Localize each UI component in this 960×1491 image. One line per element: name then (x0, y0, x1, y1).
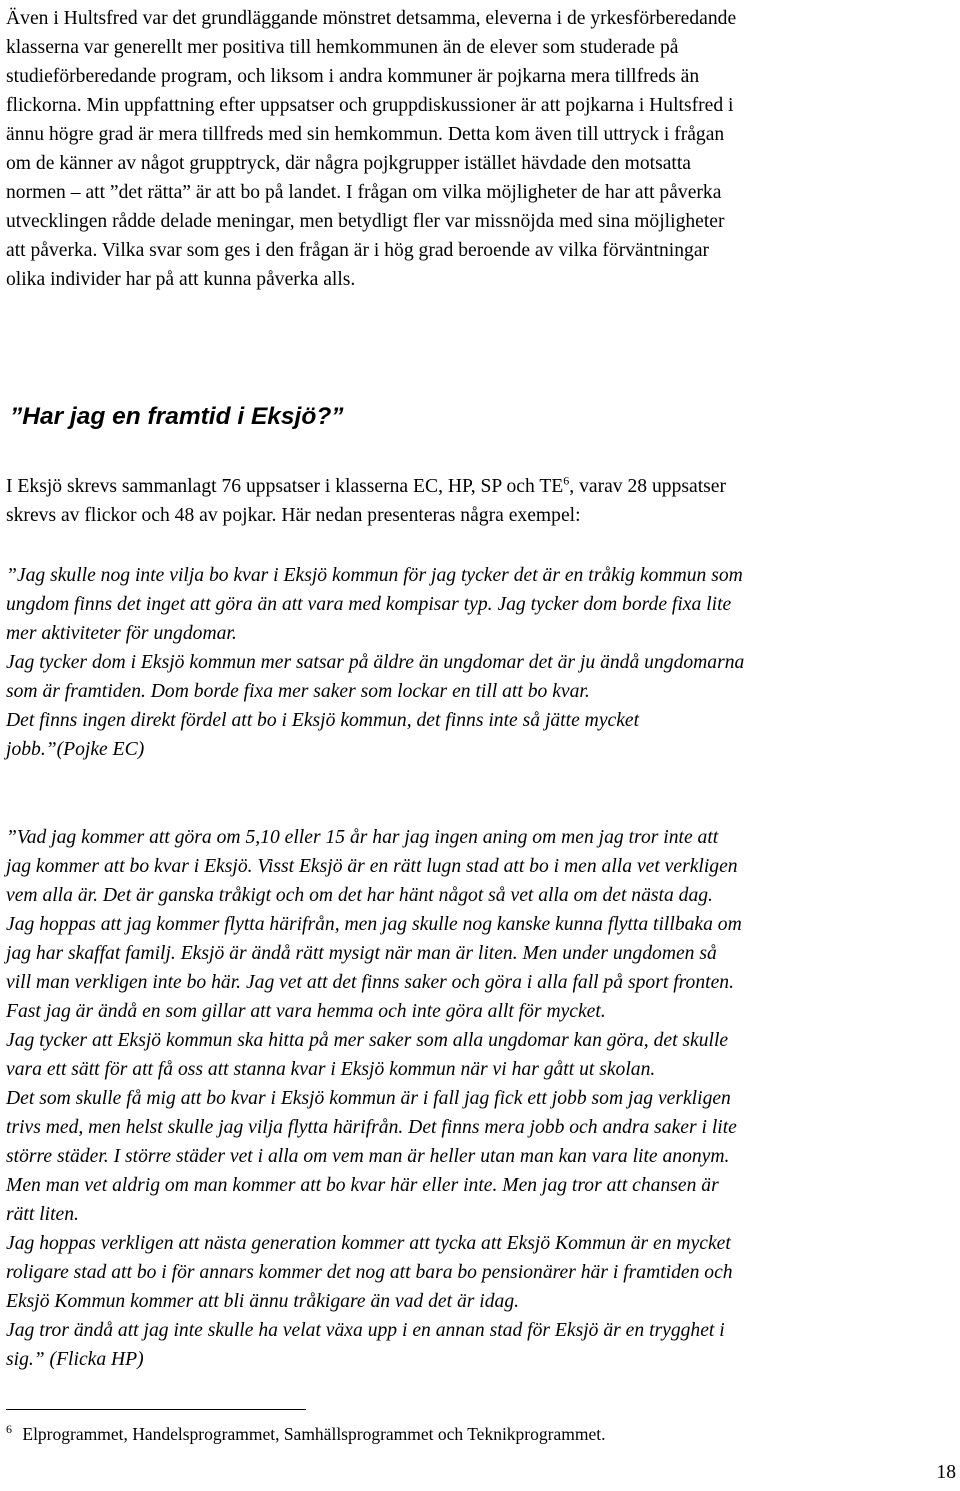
paragraph-line: normen – att ”det rätta” är att bo på landet. I frågan om vilka möjligheter de har att påverka (6, 182, 722, 203)
quote-line: Jag tror ändå att jag inte skulle ha velat växa upp i en annan stad för Eksjö är en trygghet i (6, 1320, 725, 1341)
footnote-text: Elprogrammet, Handelsprogrammet, Samhällsprogrammet och Teknikprogrammet. (18, 1424, 606, 1444)
quote-line: roligare stad att bo i för annars kommer det nog att bara bo pensionärer här i framtiden och (6, 1262, 733, 1283)
quote-line: ungdom finns det inget att göra än att vara med kompisar typ. Jag tycker dom borde fixa lite (6, 594, 732, 615)
paragraph-line: om de känner av något grupptryck, där några pojkgrupper istället hävdade den motsatta (6, 153, 692, 174)
quote-line: Fast jag är ändå en som gillar att vara hemma och inte göra allt för mycket. (6, 1001, 606, 1022)
body-paragraph-eksjo-intro (6, 472, 958, 530)
quote-line: som är framtiden. Dom borde fixa mer saker som lockar en till att bo kvar. (6, 681, 590, 702)
footnote-separator (6, 1409, 306, 1410)
quote-line: Jag tycker dom i Eksjö kommun mer satsar på äldre än ungdomar det är ju ändå ungdomarna (6, 652, 745, 673)
quote-flicka-hp (6, 823, 958, 1374)
quote-line: Eksjö Kommun kommer att bli ännu tråkigare än vad det är idag. (6, 1291, 520, 1312)
quote-line: rätt liten. (6, 1204, 79, 1225)
quote-line: vara ett sätt för att få oss att stanna kvar i Eksjö kommun när vi har gått ut skolan. (6, 1059, 656, 1080)
quote-line: större städer. I större städer vet i alla om vem man är heller utan man kan vara lite anonym. (6, 1146, 730, 1167)
footnote-number: 6 (6, 1422, 12, 1437)
paragraph-line: olika individer har på att kunna påverka alls. (6, 269, 356, 290)
quote-line: Jag tycker att Eksjö kommun ska hitta på mer saker som alla ungdomar kan göra, det skulle (6, 1030, 729, 1051)
quote-line: Det som skulle få mig att bo kvar i Eksjö kommun är i fall jag fick ett jobb som jag verkligen (6, 1088, 731, 1109)
intro-line-2: skrevs av flickor och 48 av pojkar. Här nedan presenteras några exempel: (6, 505, 581, 526)
intro-line-1: I Eksjö skrevs sammanlagt 76 uppsatser i klasserna EC, HP, SP och TE$^6$, varav 28 uppsatser (6, 473, 726, 497)
paragraph-line: flickorna. Min uppfattning efter uppsatser och gruppdiskussioner är att pojkarna i Hultsfred i (6, 95, 734, 116)
paragraph-line: Även i Hultsfred var det grundläggande mönstret detsamma, eleverna i de yrkesförberedande (6, 8, 737, 29)
paragraph-line: klasserna var generellt mer positiva till hemkommunen än de elever som studerade på (6, 37, 679, 58)
quote-line: Det finns ingen direkt fördel att bo i Eksjö kommun, det finns inte så jätte mycket (6, 710, 640, 731)
quote-line: jag kommer att bo kvar i Eksjö. Visst Eksjö är en rätt lugn stad att bo i men alla vet verkligen (6, 856, 738, 877)
quote-line: ”Vad jag kommer att göra om 5,10 eller 15 år har jag ingen aning om men jag tror inte att (6, 827, 719, 848)
section-heading: ”Har jag en framtid i Eksjö?” (10, 403, 344, 430)
quote-line: vill man verkligen inte bo här. Jag vet att det finns saker och göra i alla fall på sport fronten. (6, 972, 734, 993)
page-number: 18 (936, 1462, 956, 1483)
quote-line: sig.” (Flicka HP) (6, 1349, 144, 1370)
quote-line: trivs med, men helst skulle jag vilja flytta härifrån. Det finns mera jobb och andra saker i lite (6, 1117, 737, 1138)
paragraph-line: studieförberedande program, och liksom i andra kommuner är pojkarna mera tillfreds än (6, 66, 700, 87)
paragraph-line: att påverka. Vilka svar som ges i den frågan är i hög grad beroende av vilka förväntningar (6, 240, 710, 261)
quote-line: Jag hoppas verkligen att nästa generation kommer att tycka att Eksjö Kommun är en mycket (6, 1233, 731, 1254)
quote-line: Men man vet aldrig om man kommer att bo kvar här eller inte. Men jag tror att chansen är (6, 1175, 719, 1196)
paragraph-line: utvecklingen rådde delade meningar, men betydligt fler var missnöjda med sina möjligheter (6, 211, 725, 232)
quote-line: Jag hoppas att jag kommer flytta härifrån, men jag skulle nog kanske kunna flytta tillbaka om (6, 914, 742, 935)
quote-line: ”Jag skulle nog inte vilja bo kvar i Eksjö kommun för jag tycker det är en tråkig kommun som (6, 565, 743, 586)
body-paragraph-hultsfred (6, 4, 958, 294)
footnote (6, 1422, 605, 1446)
quote-line: vem alla är. Det är ganska tråkigt och om det har hänt något så vet alla om det nästa dag. (6, 885, 713, 906)
quote-pojke-ec (6, 561, 958, 764)
quote-line: jobb.”(Pojke EC) (6, 739, 145, 760)
paragraph-line: ännu högre grad är mera tillfreds med sin hemkommun. Detta kom även till uttryck i frågan (6, 124, 725, 145)
footnote-reference[interactable]: 6 (563, 473, 570, 488)
quote-line: mer aktiviteter för ungdomar. (6, 623, 237, 644)
quote-line: jag har skaffat familj. Eksjö är ändå rätt mysigt när man är liten. Men under ungdomen så (6, 943, 717, 964)
